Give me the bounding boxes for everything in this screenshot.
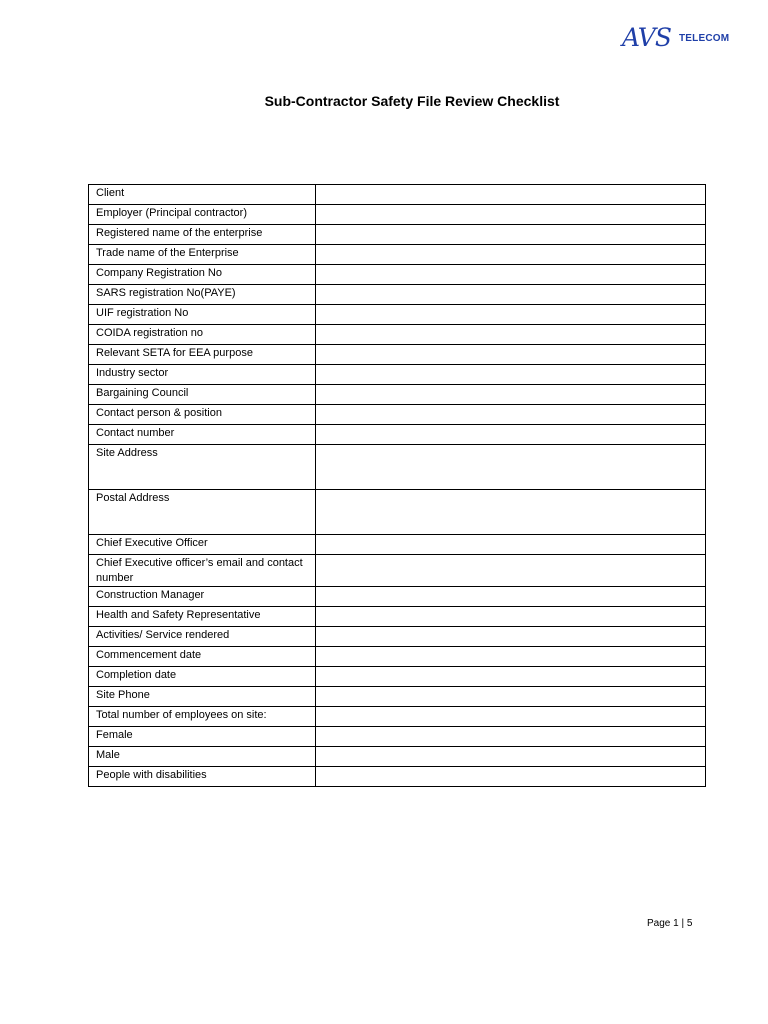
row-value-field[interactable] bbox=[316, 185, 706, 205]
row-label: Female bbox=[89, 727, 316, 747]
row-label: Commencement date bbox=[89, 647, 316, 667]
page-total: 5 bbox=[686, 918, 693, 929]
row-label: Site Address bbox=[89, 445, 316, 490]
table-row bbox=[89, 385, 706, 405]
table-row bbox=[89, 325, 706, 345]
row-label: Company Registration No bbox=[89, 265, 316, 285]
page-number: 1 bbox=[673, 918, 679, 929]
table-row bbox=[89, 445, 706, 490]
row-value-field[interactable] bbox=[316, 707, 706, 727]
table-row bbox=[89, 405, 706, 425]
row-label: Trade name of the Enterprise bbox=[89, 245, 316, 265]
row-label: Industry sector bbox=[89, 365, 316, 385]
row-value-field[interactable] bbox=[316, 265, 706, 285]
row-label: SARS registration No(PAYE) bbox=[89, 285, 316, 305]
logo-mark: AVS bbox=[622, 22, 671, 52]
row-value-field[interactable] bbox=[316, 405, 706, 425]
row-value-field[interactable] bbox=[316, 555, 706, 587]
row-label: Relevant SETA for EEA purpose bbox=[89, 345, 316, 365]
table-row bbox=[89, 747, 706, 767]
table-row bbox=[89, 767, 706, 787]
row-value-field[interactable] bbox=[316, 747, 706, 767]
table-row bbox=[89, 647, 706, 667]
row-label: COIDA registration no bbox=[89, 325, 316, 345]
row-label: Construction Manager bbox=[89, 587, 316, 607]
row-value-field[interactable] bbox=[316, 425, 706, 445]
page-label: Page bbox=[647, 918, 671, 929]
row-value-field[interactable] bbox=[316, 535, 706, 555]
row-label: Contact person & position bbox=[89, 405, 316, 425]
row-value-field[interactable] bbox=[316, 727, 706, 747]
row-value-field[interactable] bbox=[316, 445, 706, 490]
row-value-field[interactable] bbox=[316, 607, 706, 627]
table-row bbox=[89, 225, 706, 245]
row-value-field[interactable] bbox=[316, 385, 706, 405]
row-label: People with disabilities bbox=[89, 767, 316, 787]
row-label: Contact number bbox=[89, 425, 316, 445]
document-title: Sub-Contractor Safety File Review Checklist bbox=[264, 93, 560, 109]
row-value-field[interactable] bbox=[316, 285, 706, 305]
row-label: Total number of employees on site: bbox=[89, 707, 316, 727]
logo-text: TELECOM bbox=[679, 32, 730, 44]
table-row bbox=[89, 727, 706, 747]
table-row bbox=[89, 305, 706, 325]
row-value-field[interactable] bbox=[316, 345, 706, 365]
table-row bbox=[89, 185, 706, 205]
row-label: Activities/ Service rendered bbox=[89, 627, 316, 647]
row-value-field[interactable] bbox=[316, 305, 706, 325]
checklist-table bbox=[88, 184, 706, 787]
table-row bbox=[89, 555, 706, 587]
table-row bbox=[89, 365, 706, 385]
row-value-field[interactable] bbox=[316, 667, 706, 687]
row-label: Chief Executive officer’s email and contact number bbox=[89, 555, 316, 587]
table-row bbox=[89, 345, 706, 365]
row-value-field[interactable] bbox=[316, 627, 706, 647]
table-row bbox=[89, 535, 706, 555]
row-label: Health and Safety Representative bbox=[89, 607, 316, 627]
table-row bbox=[89, 490, 706, 535]
table-row bbox=[89, 667, 706, 687]
row-label: Postal Address bbox=[89, 490, 316, 535]
row-value-field[interactable] bbox=[316, 687, 706, 707]
row-value-field[interactable] bbox=[316, 490, 706, 535]
row-value-field[interactable] bbox=[316, 365, 706, 385]
row-label: Registered name of the enterprise bbox=[89, 225, 316, 245]
table-row bbox=[89, 587, 706, 607]
table-row bbox=[89, 245, 706, 265]
row-value-field[interactable] bbox=[316, 225, 706, 245]
page-separator: | bbox=[681, 918, 685, 929]
row-label: Site Phone bbox=[89, 687, 316, 707]
page-number-footer bbox=[647, 917, 692, 930]
table-row bbox=[89, 687, 706, 707]
row-value-field[interactable] bbox=[316, 587, 706, 607]
row-value-field[interactable] bbox=[316, 647, 706, 667]
company-logo bbox=[622, 22, 729, 52]
row-value-field[interactable] bbox=[316, 245, 706, 265]
row-label: UIF registration No bbox=[89, 305, 316, 325]
row-value-field[interactable] bbox=[316, 767, 706, 787]
row-label: Bargaining Council bbox=[89, 385, 316, 405]
table-row bbox=[89, 205, 706, 225]
row-label: Chief Executive Officer bbox=[89, 535, 316, 555]
row-label: Client bbox=[89, 185, 316, 205]
row-label: Completion date bbox=[89, 667, 316, 687]
row-label: Male bbox=[89, 747, 316, 767]
table-row bbox=[89, 707, 706, 727]
table-row bbox=[89, 285, 706, 305]
table-row bbox=[89, 265, 706, 285]
row-value-field[interactable] bbox=[316, 325, 706, 345]
table-row bbox=[89, 607, 706, 627]
row-label: Employer (Principal contractor) bbox=[89, 205, 316, 225]
table-row bbox=[89, 627, 706, 647]
row-value-field[interactable] bbox=[316, 205, 706, 225]
table-row bbox=[89, 425, 706, 445]
